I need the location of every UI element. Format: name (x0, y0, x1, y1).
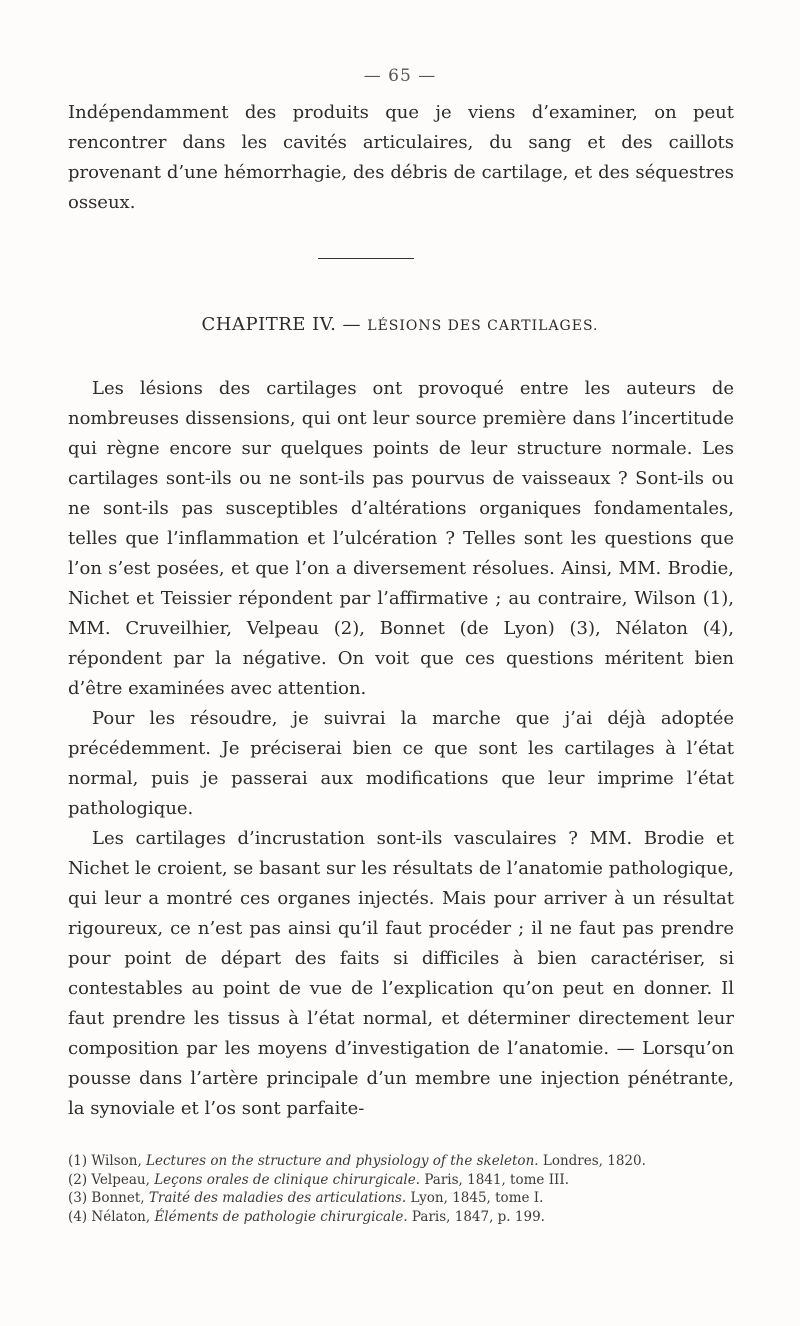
footnotes (68, 1152, 758, 1226)
paragraph: Les lésions des cartilages ont provoqué entre les auteurs de nombreuses dissensions, qui ont leur source première dans l’incertitude qui règne encore sur quelques points de leur structure normale. Les cartilages sont-ils ou ne sont-ils pas pourvus de vaisseaux ? Sont-ils ou ne sont-ils pas susceptibles d’altérations organiques fondamentales, telles que l’inflammation et l’ulcération ? Telles sont les questions que l’on s’est posées, et que l’on a diversement résolues. Ainsi, MM. Brodie, Nichet et Teissier répondent par l’affirmative ; au contraire, Wilson (1), MM. Cruveilhier, Velpeau (2), Bonnet (de Lyon) (3), Nélaton (4), répondent par la négative. On voit que ces questions méritent bien d’être examinées avec attention. (68, 378, 734, 699)
chapter-heading (0, 314, 800, 335)
footnote-author: Bonnet, (91, 1190, 145, 1206)
footnote-author: Wilson, (91, 1153, 142, 1169)
footnote-details: Paris, 1847, p. 199. (411, 1208, 545, 1225)
footnote-author: Velpeau, (91, 1171, 150, 1188)
footnote (68, 1189, 758, 1208)
footnote (68, 1171, 758, 1190)
page-number: — 65 — (363, 66, 437, 86)
footnote-details: Londres, 1820. (542, 1153, 646, 1169)
chapter-body (68, 374, 734, 1124)
footnote-number: (4) (68, 1208, 88, 1225)
paragraph: Les cartilages d’incrustation sont-ils vasculaires ? MM. Brodie et Nichet le croient, se basant sur les résultats de l’anatomie pathologique, qui leur a montré ces organes injectés. Mais pour arriver à un résultat rigoureux, ce n’est pas ainsi qu’il faut procéder ; il ne faut pas prendre pour point de départ des faits si difficiles à bien caractériser, si contestables au point de vue de l’explication qu’on peut en donner. Il faut prendre les tissus à l’état normal, et déterminer directement leur composition par les moyens d’investigation de l’anatomie. — Lorsqu’on pousse dans l’artère principale d’un membre une injection pénétrante, la synoviale et l’os sont parfaite- (68, 828, 734, 1119)
chapter-label: CHAPITRE IV. — (201, 314, 362, 335)
chapter-title: LÉSIONS DES CARTILAGES. (367, 318, 599, 334)
footnote-number: (3) (68, 1190, 88, 1206)
footnote-number: (2) (68, 1171, 88, 1188)
footnote-author: Nélaton, (91, 1208, 151, 1225)
footnote-title: Leçons orales de clinique chirurgicale. (154, 1171, 421, 1188)
footnote (68, 1208, 758, 1227)
footnote (68, 1152, 758, 1171)
footnote-title: Lectures on the structure and physiology of the skeleton. (146, 1153, 539, 1169)
footnote-title: Éléments de pathologie chirurgicale. (154, 1208, 408, 1225)
footnote-details: Paris, 1841, tome III. (424, 1171, 569, 1188)
intro-paragraph (68, 98, 734, 218)
section-divider (318, 258, 414, 259)
footnote-title: Traité des maladies des articulations. (148, 1190, 407, 1206)
footnote-details: Lyon, 1845, tome I. (410, 1190, 544, 1206)
paragraph: Pour les résoudre, je suivrai la marche que j’ai déjà adoptée précédemment. Je préciserai bien ce que sont les cartilages à l’état normal, puis je passerai aux modifications que leur imprime l’état pathologique. (68, 708, 734, 819)
footnote-number: (1) (68, 1153, 88, 1169)
intro-text: Indépendamment des produits que je viens d’examiner, on peut rencontrer dans les cavités articulaires, du sang et des caillots provenant d’une hémorrhagie, des débris de cartilage, et des séquestres osseux. (68, 102, 734, 213)
